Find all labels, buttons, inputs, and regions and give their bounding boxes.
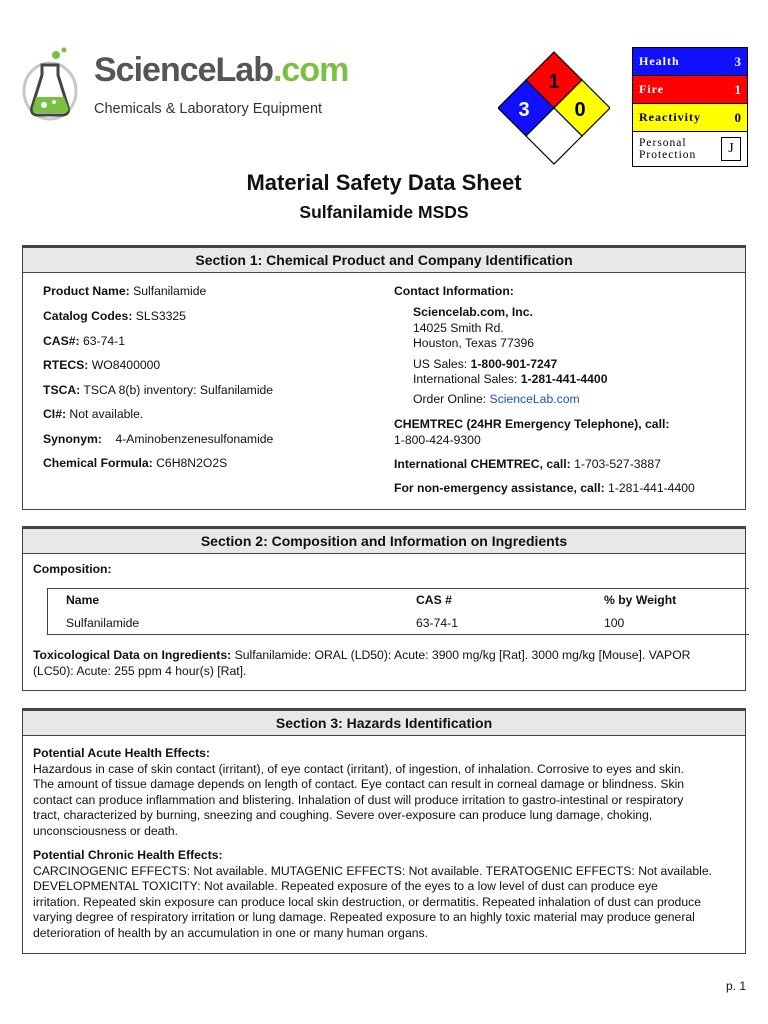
logo-tagline: Chemicals & Laboratory Equipment bbox=[94, 101, 323, 117]
toxicological-data: Toxicological Data on Ingredients: Sulfanilamide: ORAL (LD50): Acute: 3900 mg/kg [Rat]. 3000 mg/kg [Mouse]. VAPOR (LC50): Acute: 255 ppm 4 hour(s) [Rat]. bbox=[33, 648, 691, 678]
section-2-heading: Section 2: Composition and Information on Ingredients bbox=[23, 527, 745, 554]
us-sales: US Sales: 1-800-901-7247 bbox=[413, 357, 558, 371]
composition-table bbox=[47, 588, 749, 635]
nfpa-diamond bbox=[498, 50, 610, 166]
logo-wordmark: ScienceLab.com bbox=[94, 51, 349, 89]
page-subtitle: Sulfanilamide MSDS bbox=[299, 202, 469, 222]
hmis-fire-row: Fire 1 bbox=[633, 76, 747, 104]
table-row-cas: 63-74-1 bbox=[416, 616, 459, 630]
chemical-formula: Chemical Formula: C6H8N2O2S bbox=[43, 456, 228, 470]
section-3-heading: Section 3: Hazards Identification bbox=[23, 709, 745, 736]
hmis-personal-protection-row: Personal Protection J bbox=[633, 132, 747, 166]
company-name: Sciencelab.com, Inc. bbox=[413, 305, 533, 319]
nfpa-health-value: 3 bbox=[518, 99, 530, 121]
ci-number: CI#: Not available. bbox=[43, 407, 144, 421]
international-sales: International Sales: 1-281-441-4400 bbox=[413, 372, 608, 386]
rtecs: RTECS: WO8400000 bbox=[43, 358, 161, 372]
cas-number: CAS#: 63-74-1 bbox=[43, 334, 125, 348]
chemtrec-number: 1-800-424-9300 bbox=[394, 433, 481, 447]
column-header-cas: CAS # bbox=[416, 593, 452, 607]
hmis-health-row: Health 3 bbox=[633, 48, 747, 76]
acute-health-effects: Potential Acute Health Effects: Hazardous in case of skin contact (irritant), of eye contact (irritant), of ingestion, of inhalation. Corrosive to eyes and skin. The amount of tissue damage depends on length of contact. Eye contact can result in corneal damage or blindness. Skin contact can produce inflammation and blistering. Inhalation of dust will produce irritation to gastro-intestinal or respiratory tract, characterized by burning, sneezing and coughing. Severe over-exposure can produce lung damage, choking, unconsciousness or death. bbox=[33, 746, 685, 838]
page-number: p. 1 bbox=[725, 979, 746, 993]
hmis-reactivity-row: Reactivity 0 bbox=[633, 104, 747, 132]
table-row-weight: 100 bbox=[604, 616, 625, 630]
column-header-name: Name bbox=[66, 593, 100, 607]
product-name: Product Name: Sulfanilamide bbox=[43, 284, 207, 298]
address-line-1: 14025 Smith Rd. bbox=[413, 321, 504, 335]
table-row-name: Sulfanilamide bbox=[66, 616, 140, 630]
hmis-table bbox=[632, 47, 748, 167]
contact-information-label: Contact Information: bbox=[394, 284, 514, 298]
section-3 bbox=[22, 708, 746, 954]
section-2 bbox=[22, 526, 746, 691]
section-1-heading: Section 1: Chemical Product and Company Identification bbox=[23, 246, 745, 273]
composition-label: Composition: bbox=[33, 562, 112, 576]
chemtrec-label: CHEMTREC (24HR Emergency Telephone), call: bbox=[394, 417, 670, 431]
nfpa-reactivity-value: 0 bbox=[574, 99, 586, 121]
order-online: Order Online: ScienceLab.com bbox=[413, 392, 580, 406]
synonym: Synonym: 4-Aminobenzenesulfonamide bbox=[43, 432, 274, 446]
address-line-2: Houston, Texas 77396 bbox=[413, 336, 535, 350]
flask-icon bbox=[22, 45, 92, 125]
international-chemtrec: International CHEMTREC, call: 1-703-527-3887 bbox=[394, 457, 661, 471]
tsca: TSCA: TSCA 8(b) inventory: Sulfanilamide bbox=[43, 383, 274, 397]
sciencelab-logo bbox=[22, 45, 349, 125]
non-emergency-assistance: For non-emergency assistance, call: 1-281-441-4400 bbox=[394, 481, 695, 495]
page-title: Material Safety Data Sheet bbox=[246, 170, 522, 195]
section-1 bbox=[22, 245, 746, 510]
catalog-codes: Catalog Codes: SLS3325 bbox=[43, 309, 186, 323]
order-online-link[interactable]: ScienceLab.com bbox=[489, 392, 580, 406]
chronic-health-effects: Potential Chronic Health Effects: CARCINOGENIC EFFECTS: Not available. MUTAGENIC EFFECTS: Not available. TERATOGENIC EFFECTS: Not available. DEVELOPMENTAL TOXICITY: Not available. Repeated exposure of the eyes to a low level of dust can produce eye irritation. Repeated skin exposure can produce local skin destruction, or dermatitis. Repeated inhalation of dust can produce varying degree of respiratory irritation or lung damage. Repeated exposure to an highly toxic material may produce general deterioration of health by an accumulation in one or many human organs. bbox=[33, 848, 713, 940]
nfpa-fire-value: 1 bbox=[548, 71, 560, 93]
column-header-weight: % by Weight bbox=[604, 593, 677, 607]
